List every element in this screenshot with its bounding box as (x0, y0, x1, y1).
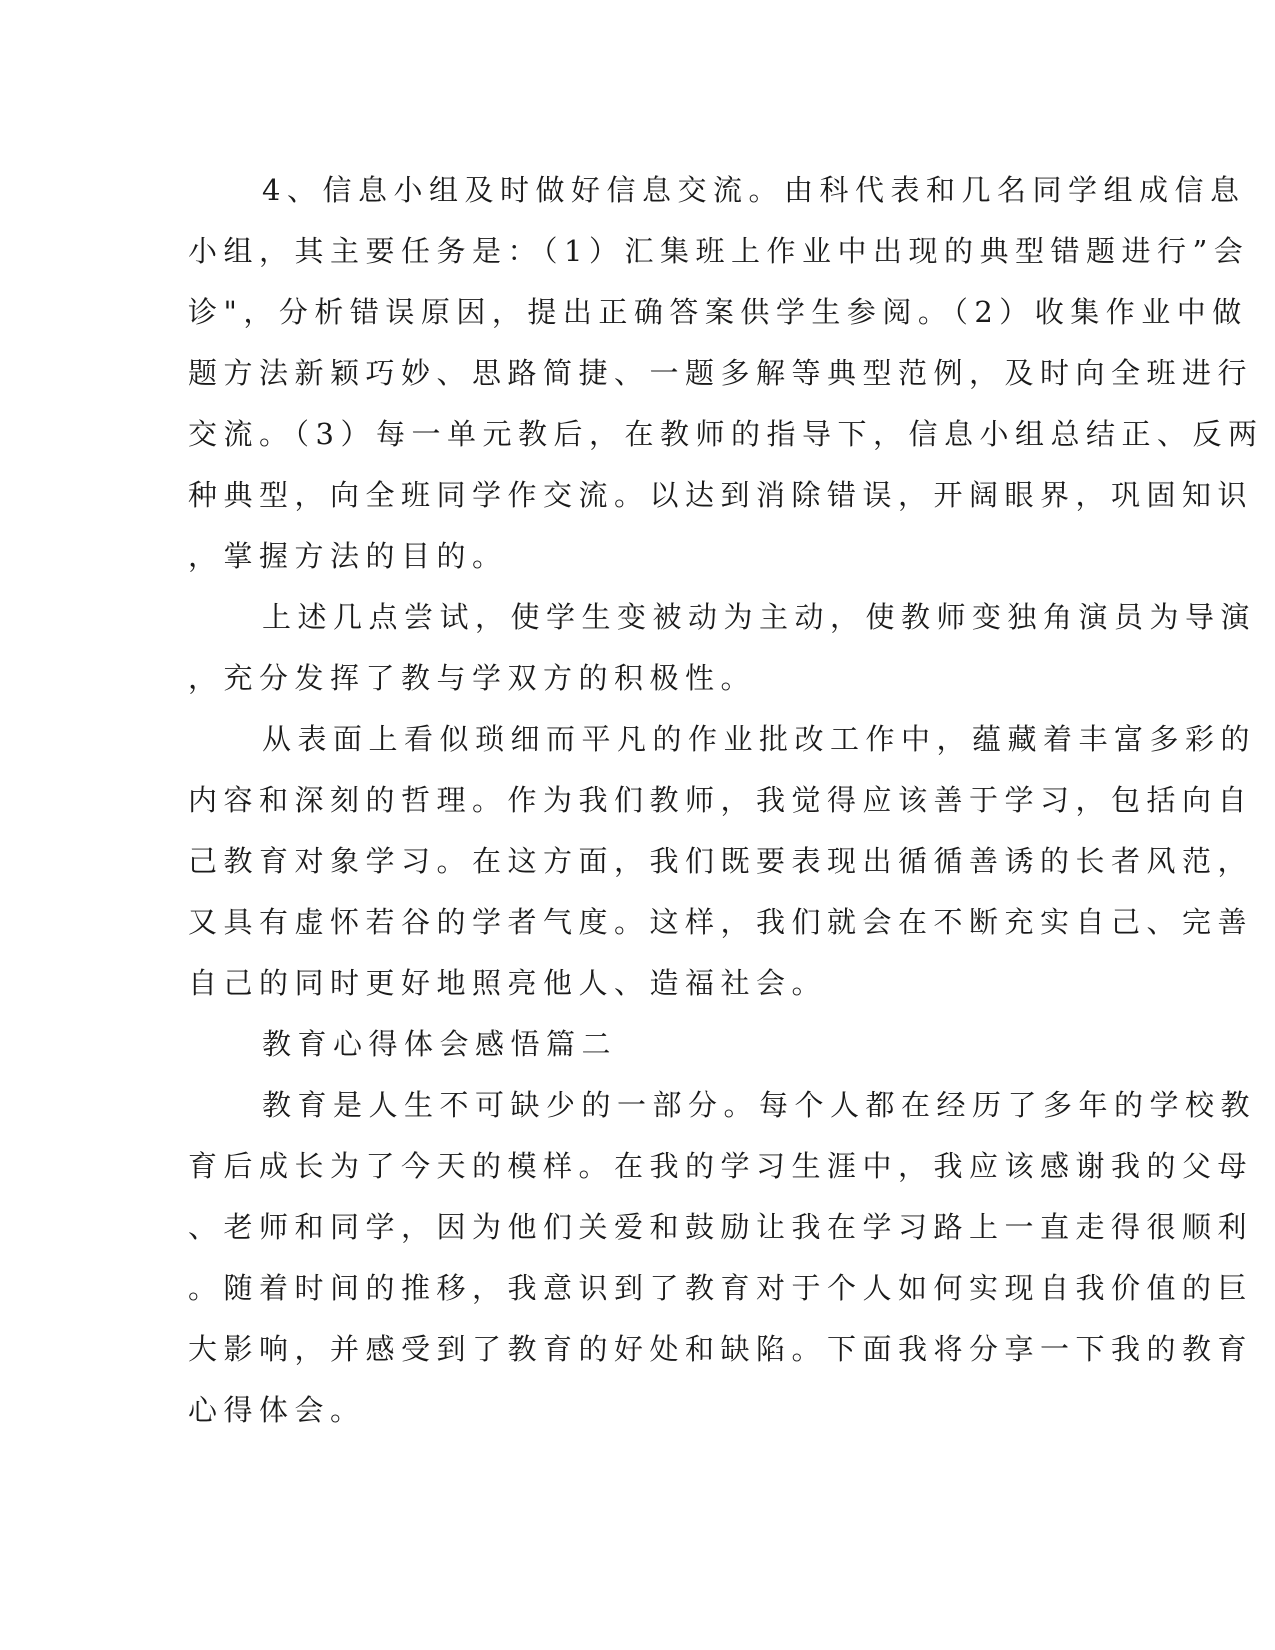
paragraph-line: 大影响，并感受到了教育的好处和缺陷。下面我将分享一下我的教育 (188, 1332, 1254, 1366)
paragraph-line: 育后成长为了今天的模样。在我的学习生涯中，我应该感谢我的父母 (188, 1149, 1254, 1183)
paragraph-line: 种典型，向全班同学作交流。以达到消除错误，开阔眼界，巩固知识 (188, 478, 1254, 512)
paragraph-line: ，掌握方法的目的。 (188, 539, 508, 573)
paragraph-line: 、老师和同学，因为他们关爱和鼓励让我在学习路上一直走得很顺利 (188, 1210, 1254, 1244)
paragraph-line: 题方法新颖巧妙、思路简捷、一题多解等典型范例，及时向全班进行 (188, 356, 1254, 390)
paragraph-line: 小组，其主要任务是：（1）汇集班上作业中出现的典型错题进行”会 (188, 234, 1250, 268)
paragraph-line: ，充分发挥了教与学双方的积极性。 (188, 661, 757, 695)
paragraph-line: 自己的同时更好地照亮他人、造福社会。 (188, 966, 828, 1000)
paragraph-line: 教育是人生不可缺少的一部分。每个人都在经历了多年的学校教 (262, 1088, 1257, 1122)
paragraph-line: 上述几点尝试，使学生变被动为主动，使教师变独角演员为导演 (262, 600, 1257, 634)
paragraph-line: 4、信息小组及时做好信息交流。由科代表和几名同学组成信息 (262, 173, 1246, 207)
paragraph-line: 内容和深刻的哲理。作为我们教师，我觉得应该善于学习，包括向自 (188, 783, 1254, 817)
paragraph-line: 诊"，分析错误原因，提出正确答案供学生参阅。（2）收集作业中做 (188, 295, 1248, 329)
paragraph-line: 心得体会。 (188, 1393, 366, 1427)
paragraph-line: 又具有虚怀若谷的学者气度。这样，我们就会在不断充实自己、完善 (188, 905, 1254, 939)
paragraph-line: 从表面上看似琐细而平凡的作业批改工作中，蕴藏着丰富多彩的 (262, 722, 1257, 756)
paragraph-line: 交流。（3）每一单元教后，在教师的指导下，信息小组总结正、反两 (188, 417, 1264, 451)
section-heading: 教育心得体会感悟篇二 (262, 1027, 618, 1061)
paragraph-line: 。随着时间的推移，我意识到了教育对于个人如何实现自我价值的巨 (188, 1271, 1254, 1305)
paragraph-line: 己教育对象学习。在这方面，我们既要表现出循循善诱的长者风范， (188, 844, 1254, 878)
